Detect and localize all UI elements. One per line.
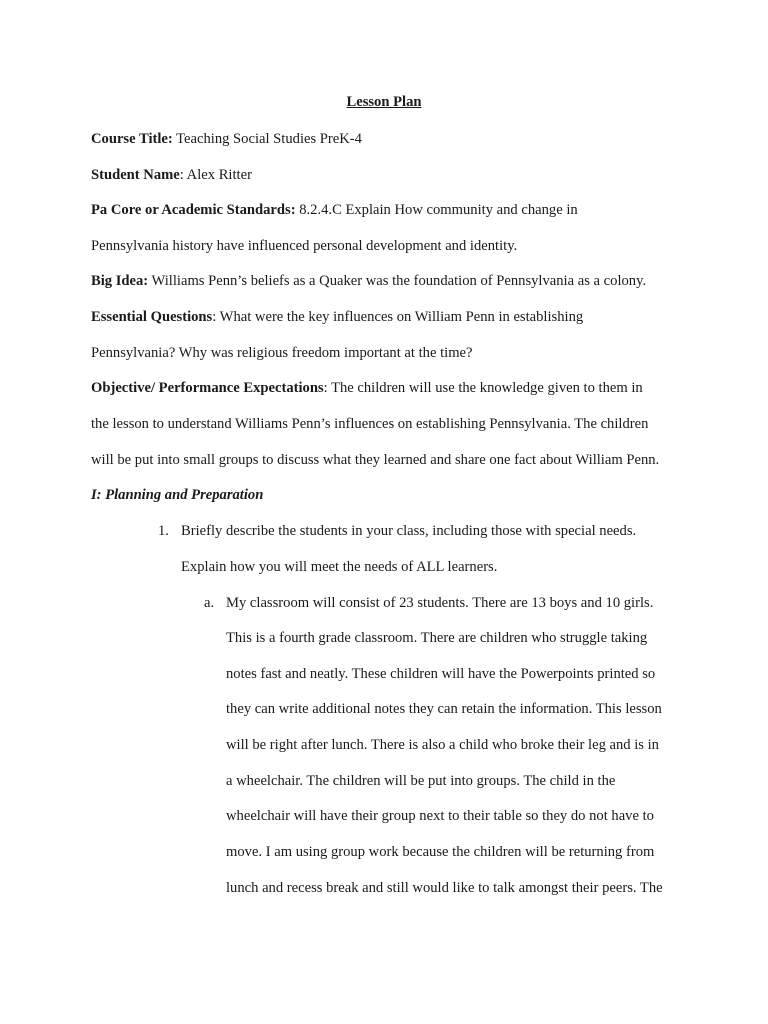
- item-1a-line: My classroom will consist of 23 students. There are 13 boys and 10 girls.: [226, 595, 654, 611]
- student-name-value: : Alex Ritter: [179, 167, 252, 183]
- item-1a-line: a wheelchair. The children will be put into groups. The child in the: [226, 773, 616, 789]
- item-1a-line: they can write additional notes they can retain the information. This lesson: [226, 701, 662, 717]
- student-name-line: [91, 166, 252, 184]
- item-1a-line: lunch and recess break and still would like to talk amongst their peers. The: [226, 880, 663, 896]
- item-1a-letter: a.: [204, 595, 215, 611]
- student-name-label: Student Name: [91, 167, 180, 183]
- standards-line-1: [91, 201, 578, 219]
- standards-line-2: Pennsylvania history have influenced personal development and identity.: [91, 238, 518, 254]
- section-heading: I: Planning and Preparation: [91, 487, 264, 503]
- essential-questions-value-1: : What were the key influences on William Penn in establishing: [212, 309, 584, 325]
- item-1-line-2: Explain how you will meet the needs of ALL learners.: [181, 559, 498, 575]
- item-1a-line: notes fast and neatly. These children will have the Powerpoints printed so: [226, 666, 656, 682]
- objective-line-2: the lesson to understand Williams Penn’s influences on establishing Pennsylvania. The children: [91, 416, 649, 432]
- course-title-value: Teaching Social Studies PreK-4: [172, 131, 362, 147]
- item-1a-line: move. I am using group work because the children will be returning from: [226, 844, 655, 860]
- standards-label: Pa Core or Academic Standards:: [91, 202, 296, 218]
- objective-line-1: [91, 379, 643, 397]
- big-idea-line: [91, 272, 646, 290]
- big-idea-label: Big Idea:: [91, 273, 149, 289]
- item-1-line-1: Briefly describe the students in your class, including those with special needs.: [181, 523, 637, 539]
- standards-value-1: 8.2.4.C Explain How community and change in: [295, 202, 578, 218]
- document-title: Lesson Plan: [346, 94, 422, 110]
- course-title-label: Course Title:: [91, 131, 173, 147]
- item-1-number: 1.: [158, 523, 169, 539]
- essential-questions-line-2: Pennsylvania? Why was religious freedom important at the time?: [91, 345, 473, 361]
- item-1a-line: will be right after lunch. There is also a child who broke their leg and is in: [226, 737, 659, 753]
- item-1a-line: wheelchair will have their group next to their table so they do not have to: [226, 808, 654, 824]
- objective-line-3: will be put into small groups to discuss what they learned and share one fact about William Penn.: [91, 452, 660, 468]
- objective-value-1: : The children will use the knowledge given to them in: [323, 380, 643, 396]
- essential-questions-line-1: [91, 308, 583, 326]
- item-1a-line: This is a fourth grade classroom. There are children who struggle taking: [226, 630, 648, 646]
- course-title-line: [91, 130, 362, 148]
- essential-questions-label: Essential Questions: [91, 309, 213, 325]
- big-idea-value: Williams Penn’s beliefs as a Quaker was the foundation of Pennsylvania as a colony.: [148, 273, 647, 289]
- objective-label: Objective/ Performance Expectations: [91, 380, 324, 396]
